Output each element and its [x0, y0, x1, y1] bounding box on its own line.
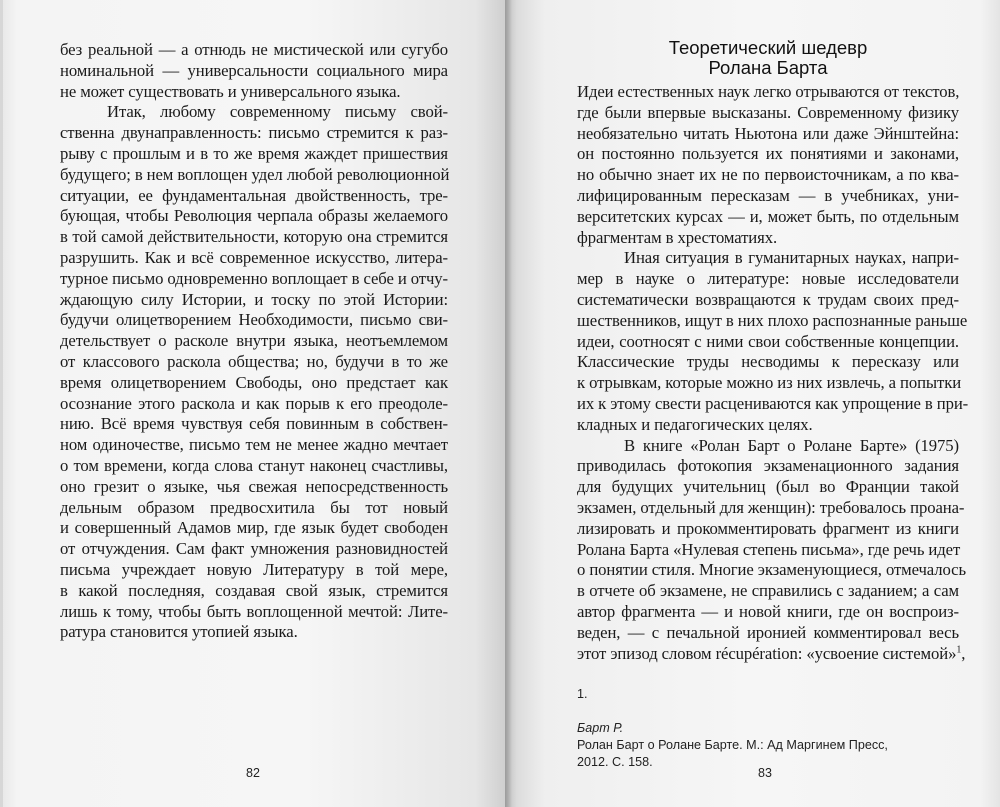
text-line: номинальной — универсальности социального мира	[60, 60, 448, 80]
footnote-author: Барт Р.	[577, 721, 624, 735]
text-line: экзамен, отдельный для женщин): требовалось проана-	[577, 497, 965, 517]
text-line: дельным образом предвосхитила бы тот новый	[60, 497, 448, 517]
text-line: бующая, чтобы Революция черпала образы желаемого	[60, 206, 448, 226]
text-line: ном одиночестве, письмо тем не менее жадно мечтает	[60, 435, 448, 455]
text-line: лизировать и прокомментировать фрагмент из книги	[577, 518, 959, 538]
text-line-tail: ,	[961, 643, 966, 663]
page-number: 82	[246, 766, 260, 780]
text-line: идеи, соотносят с ними свои собственные концепции.	[577, 331, 959, 351]
footnote-line	[577, 686, 959, 754]
text-line: Классические труды несводимы к пересказу или	[577, 352, 959, 372]
text-line: Идеи естественных наук легко отрываются от текстов,	[577, 82, 960, 101]
text-line: мер в науке о литературе: новые исследователи	[577, 269, 959, 289]
footnote-text: Ролан Барт о Ролане Барте. М.: Ад Маргинем Пресс,	[577, 738, 888, 752]
text-line: фрагментам в хрестоматиях.	[577, 227, 778, 247]
text-line: верситетских курсах — и, может быть, по отдельным	[577, 206, 959, 226]
text-line: систематически возвращаются к трудам своих пред-	[577, 289, 959, 309]
text-line: необязательно читать Ньютона или даже Эйнштейна:	[577, 123, 959, 143]
text-line: время олицетворением Свободы, оно предстает как	[60, 372, 448, 392]
footnote-number: 1.	[577, 687, 588, 701]
text-line: будучи олицетворением Необходимости, письмо сви-	[60, 310, 448, 330]
chapter-heading-line: Теоретический шедевр	[668, 37, 868, 58]
text-line: в отчете об экзамене, не справились с заданием; а сам	[577, 581, 959, 601]
text-line: Итак, любому современному письму свой-	[107, 102, 448, 122]
text-line-body: этот эпизод словом récupération: «усвоение системой»	[577, 643, 957, 663]
text-line: он постоянно пользуется их понятиями и законами,	[577, 144, 959, 164]
right-page	[505, 0, 1000, 807]
right-page-text	[577, 82, 969, 664]
text-line: будущего; в нем воплощен удел любой революционной	[60, 164, 450, 184]
text-line: ратура становится утопией языка.	[60, 622, 298, 642]
text-line: оно грезит о языке, чья свежая непосредственность	[60, 476, 448, 496]
text-line: ситуации, ее фундаментальная двойственность, тре-	[60, 185, 448, 205]
text-line: Иная ситуация в гуманитарных науках, напри-	[624, 248, 959, 268]
text-line: от классового раскола общества; но, будучи в то же	[60, 351, 448, 371]
text-line: ждающую силу Истории, и тоску по этой Истории:	[60, 289, 448, 309]
text-line: приводилась фотокопия экзаменационного задания	[577, 456, 959, 476]
left-page-text	[60, 40, 448, 643]
text-line: лифицированным пересказам — в учебниках, уни-	[577, 185, 959, 205]
chapter-heading-line: Ролана Барта	[708, 57, 828, 78]
footnote-marker[interactable]: 1	[956, 643, 962, 655]
text-line: но обычно знает их не по первоисточникам, а по ква-	[577, 165, 959, 185]
text-line: ственна двунаправленность: письмо стремится к раз-	[60, 123, 448, 143]
text-line: турное письмо одновременно воплощает в себе и отчу-	[60, 268, 448, 288]
text-line: лишь к тому, чтобы быть воплощенной мечтой: Лите-	[60, 601, 448, 621]
text-line: детельствует о расколе внутри языка, неотъемлемом	[60, 331, 448, 351]
text-line: разрушить. Как и всё современное искусство, литера-	[60, 247, 448, 267]
text-line: для будущих учительниц (был во Франции такой	[577, 477, 959, 497]
text-line: автор фрагмента — и новой книги, где он воспроиз-	[577, 601, 959, 621]
text-line: в той самой действительности, которую она стремится	[60, 227, 448, 247]
text-line: к отрывкам, которые можно из них извлечь, а попытки	[577, 373, 962, 393]
text-line: от отчуждения. Сам факт умножения разновидностей	[60, 539, 448, 559]
text-line: в какой последняя, создавая свой язык, стремится	[60, 580, 448, 600]
text-line: веден, — с печальной иронией комментировал весь	[577, 622, 959, 642]
text-line: их к этому свести расцениваются как упрощение в при-	[577, 393, 969, 413]
text-line: Ролана Барта «Нулевая степень письма», где речь идет	[577, 539, 961, 559]
footnote-line: 2012. С. 158.	[577, 755, 653, 769]
text-line: о понятии стиля. Многие экзаменующиеся, отмечалось	[577, 560, 966, 580]
text-line: где были впервые высказаны. Современному физику	[577, 102, 959, 122]
text-line: шественников, ищут в них плохо распознанные раньше	[577, 310, 968, 330]
footnote	[577, 686, 959, 771]
text-line-with-footnote	[577, 643, 966, 665]
text-line: кладных и педагогических целях.	[577, 414, 813, 434]
text-line: нию. Всё время чувствуя себя повинным в собствен-	[60, 414, 448, 434]
text-line: рыву с прошлым и в то же время жаждет пришествия	[60, 143, 448, 163]
text-line: не может существовать и универсального языка.	[60, 81, 401, 101]
text-line: без реальной — а отнюдь не мистической или сугубо	[60, 40, 448, 59]
text-line: осознание этого раскола и как порыв к его преодоле-	[60, 393, 448, 413]
text-line: о том времени, когда слова станут наконец счастливы,	[60, 455, 448, 475]
text-line: письма учреждает новую Литературу в той мере,	[60, 559, 448, 579]
text-line: и совершенный Адамов мир, где язык будет свободен	[60, 518, 448, 538]
page-number: 83	[758, 766, 772, 780]
chapter-heading	[577, 38, 959, 78]
text-line: В книге «Ролан Барт о Ролане Барте» (1975)	[624, 435, 959, 455]
